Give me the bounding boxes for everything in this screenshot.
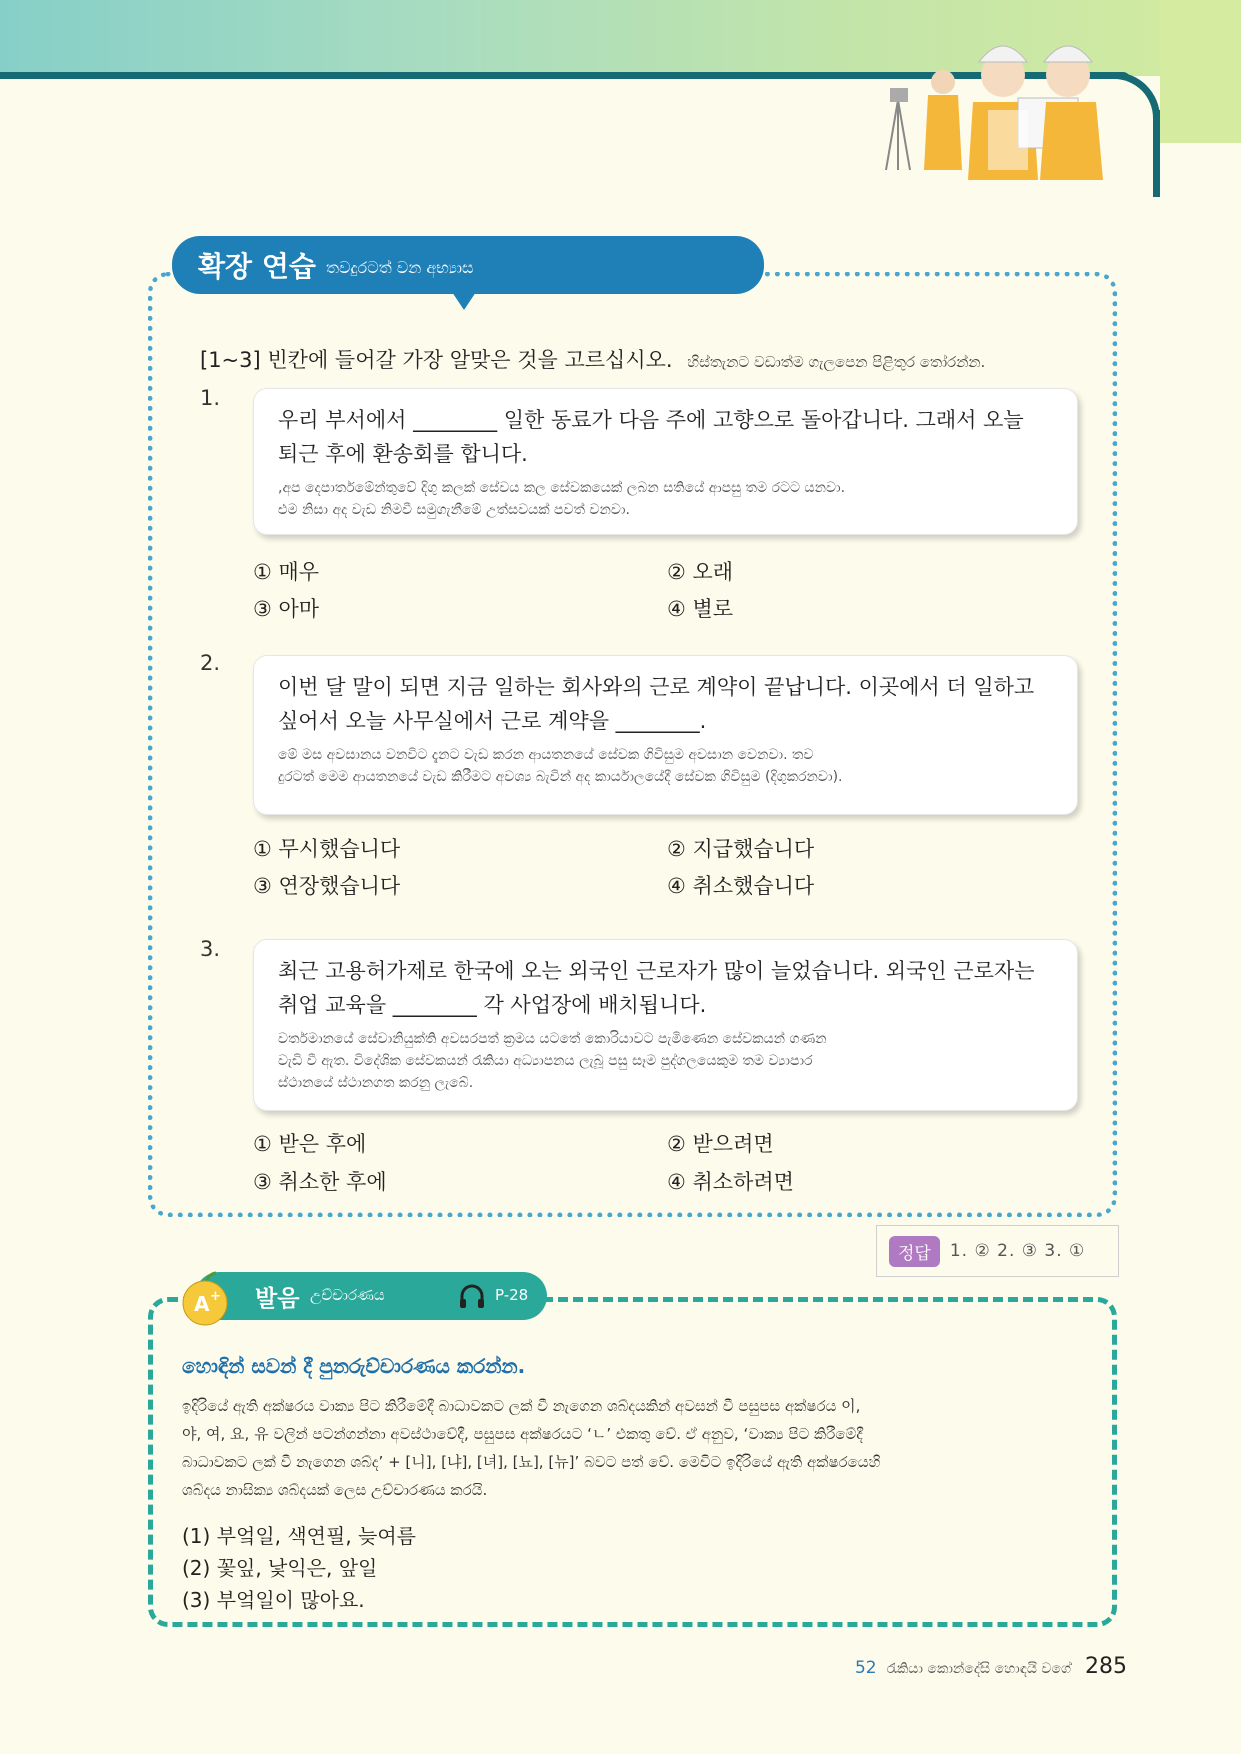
workers-illustration: [868, 20, 1118, 190]
body-line: ශබ්දය නාසික්‍ය ශබ්දයක් ලෙස උච්චාරණය කරයි.: [182, 1481, 488, 1499]
instruction: [200, 344, 1100, 374]
body-line: 야, 여, 요, 유 වලින් පටන්ගන්නා අවස්ථාවේදී, පසුපස අක්ෂරයට ‘ㄴ’ එකතු වේ. ඒ අනුව, ‘වාක්‍ය පිට කිරීමේදී: [182, 1425, 863, 1443]
option[interactable]: ② 지급했습니다: [667, 837, 815, 861]
translation-line: දුරටත් මෙම ආයතනයේ වැඩ කිරීමට අවශ්‍ය බැවින් අද කාර්යාලයේදී සේවක ගිවිසුම (දිගුකරනවා).: [278, 769, 843, 785]
pronunciation-body: [182, 1392, 1082, 1504]
practice-title-si: තවදුරටත් වන අභ්‍යාස: [325, 258, 474, 277]
practice-title-ko: 확장 연습: [198, 250, 316, 283]
question-translation: [278, 477, 1053, 521]
option[interactable]: ① 매우: [253, 560, 320, 584]
question-card: [253, 939, 1078, 1111]
option[interactable]: ① 무시했습니다: [253, 837, 401, 861]
audio-page-ref: P-28: [495, 1286, 529, 1304]
question-text: 최근 고용허가제로 한국에 오는 외국인 근로자가 많이 늘었습니다. 외국인 근로자는: [278, 959, 1035, 983]
question-text: 이번 달 말이 되면 지금 일하는 회사와의 근로 계약이 끝납니다. 이곳에서 더 일하고: [278, 675, 1035, 699]
page-footer: [855, 1654, 1127, 1679]
body-line: බාධාවකට ලක් වී නැගෙන ශබ්ද’ + [니], [냐], [녀], [뇨], [뉴]’ බවට පත් වේ. මෙවිට ඉදිරියේ ඇති අක්ෂරයෙහි: [182, 1453, 881, 1471]
translation-line: මේ මස අවසානය වනවිට දැනට වැඩ කරන ආයතනයේ සේවක ගිවිසුම අවසාන වෙනවා. තව: [278, 747, 814, 763]
option[interactable]: ② 오래: [667, 560, 734, 584]
instruction-si: හිස්තැනට වඩාත්ම ගැලපෙන පිළිතුර තෝරන්න.: [687, 353, 986, 371]
header-corner-block: [1160, 0, 1241, 143]
pronunciation-heading: හොඳින් සවන් දී පුනරුච්චාරණය කරන්න.: [182, 1354, 526, 1378]
translation-line: ස්ථානයේ ස්ථානගත කරනු ලැබේ.: [278, 1075, 474, 1091]
translation-line: වැඩි වී ඇත. විදේශික සේවකයන් රැකියා අධ්‍යාපනය ලැබූ පසු සෑම පුද්ගලයෙකුම තම ව්‍යාපාර: [278, 1053, 813, 1069]
translation-line: වර්තමානයේ සේවානියුක්ති අවසරපත් ක්‍රමය යටතේ කොරියාවට පැමිණෙන සේවකයන් ගණන: [278, 1031, 827, 1047]
option[interactable]: ③ 아마: [253, 597, 320, 621]
example-item: (1) 부엌일, 색연필, 늦여름: [182, 1524, 416, 1548]
pronunciation-title-ko: 발음: [255, 1286, 300, 1312]
headphone-icon[interactable]: [457, 1281, 487, 1311]
option[interactable]: ③ 연장했습니다: [253, 874, 401, 898]
example-item: (3) 부엌일이 많아요.: [182, 1588, 365, 1612]
pronunciation-title-si: උච්චාරණය: [310, 1286, 385, 1304]
page-number: 285: [1085, 1654, 1127, 1679]
header-rule-drop: [1153, 110, 1160, 197]
question-card: [253, 655, 1078, 815]
answer-text: 1. ② 2. ③ 3. ①: [949, 1241, 1086, 1261]
lesson-number: 52: [854, 1658, 877, 1678]
answer-badge: 정답: [889, 1236, 940, 1267]
option[interactable]: ④ 취소하려면: [667, 1170, 794, 1194]
option[interactable]: ③ 취소한 후에: [253, 1170, 387, 1194]
question-text: 퇴근 후에 환송회를 합니다.: [278, 442, 528, 466]
instruction-ko: [1~3] 빈칸에 들어갈 가장 알맞은 것을 고르십시오.: [200, 348, 673, 372]
question-translation: [278, 1028, 1053, 1094]
svg-text:A: A: [194, 1292, 210, 1316]
question-number: 1.: [200, 386, 221, 410]
question-translation: [278, 744, 1053, 788]
translation-line: එම නිසා අද වැඩ නිමවී සමුගැනීමේ උත්සවයක් පවත් වනවා.: [278, 502, 630, 518]
option[interactable]: ④ 취소했습니다: [667, 874, 815, 898]
question-number: 2.: [200, 651, 221, 675]
svg-text:+: +: [210, 1289, 221, 1304]
practice-tab: [172, 236, 764, 294]
question-number: 3.: [200, 937, 221, 961]
body-line: ඉදිරියේ ඇති අක්ෂරය වාක්‍ය පිට කිරීමේදී බාධාවකට ලක් වී නැගෙන ශබ්දයකින් අවසන් වී පසුපස අක්ෂරය 이,: [182, 1397, 861, 1415]
option[interactable]: ① 받은 후에: [253, 1132, 367, 1156]
apple-a-plus-icon: [178, 1270, 232, 1326]
question-text: 취업 교육을 ________ 각 사업장에 배치됩니다.: [278, 993, 707, 1017]
lesson-title: රැකියා කොන්දේසි හොඳයි වගේ: [886, 1661, 1071, 1677]
pronunciation-tab: [195, 1272, 547, 1320]
example-item: (2) 꽃잎, 낯익은, 앞일: [182, 1556, 378, 1580]
option[interactable]: ② 받으려면: [667, 1132, 774, 1156]
translation-line: ,අප දෙපාර්තමේන්තුවේ දිගු කලක් සේවය කල සේවකයෙක් ලබන සතියේ ආපසු තම රටට යනවා.: [278, 480, 846, 496]
question-text: 싶어서 오늘 사무실에서 근로 계약을 ________.: [278, 709, 707, 733]
option[interactable]: ④ 별로: [667, 597, 734, 621]
answer-key: [876, 1225, 1119, 1277]
question-text: 우리 부서에서 ________ 일한 동료가 다음 주에 고향으로 돌아갑니다. 그래서 오늘: [278, 408, 1024, 432]
question-card: [253, 388, 1078, 535]
